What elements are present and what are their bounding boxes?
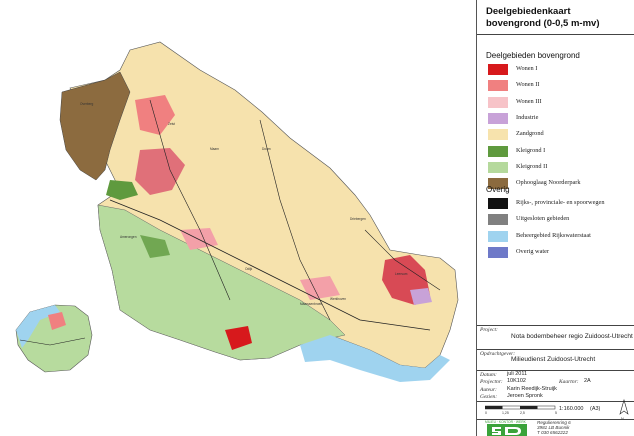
legend-label: Kleigrond II	[516, 162, 548, 170]
title-line-1: Deelgebiedenkaart	[486, 6, 571, 17]
place-label: Doorn	[262, 147, 271, 151]
legend-label: Wonen II	[516, 81, 540, 89]
legend-heading-1: Deelgebieden bovengrond	[486, 51, 580, 60]
divider-scale	[477, 401, 634, 402]
legend-heading-2: Overig	[486, 185, 510, 194]
legend-swatch	[488, 97, 508, 108]
author-value: Karin Reedijk-Struijk	[507, 386, 557, 392]
legend-swatch	[488, 231, 508, 242]
legend-label: Rijks-, provinciale- en spoorwegen	[516, 199, 605, 206]
legend-label: Kleigrond I	[516, 146, 546, 154]
place-label: Amerongen	[120, 235, 137, 239]
project-label: Project:	[480, 327, 498, 333]
legend-label: Wonen III	[516, 97, 542, 105]
place-label: Overberg	[80, 102, 94, 106]
map-number-value: 2A	[584, 378, 591, 384]
legend-label: Zandgrond	[516, 130, 544, 138]
company-logo	[487, 424, 527, 436]
legend-label: Ophooglaag Noorderpark	[516, 179, 581, 187]
map-number-label: Kaartnr:	[559, 379, 579, 385]
client-label: Opdrachtgever:	[480, 351, 516, 357]
place-label: Leersum	[395, 272, 408, 276]
check-label: Gezien:	[480, 394, 498, 400]
scale-bar	[485, 404, 565, 414]
divider-client	[477, 349, 634, 350]
legend-swatch	[488, 198, 508, 209]
place-label: Maarssenbroek	[300, 302, 322, 306]
projectnr-label: Projectnr:	[480, 379, 503, 385]
company-address-1: Regulierenring 6	[537, 420, 571, 425]
title-block	[477, 0, 634, 35]
client-value: Milieudienst Zuidoost-Utrecht	[511, 356, 596, 363]
date-value: juli 2011	[507, 371, 528, 377]
legend-label: Beheergebied Rijkswaterstaat	[516, 231, 591, 239]
company-address-3: T 030 6562222	[537, 430, 568, 435]
place-label: Maarn	[210, 147, 220, 151]
legend-swatch	[488, 162, 508, 173]
check-value: Jeroen Spronk	[507, 393, 543, 399]
divider-project	[477, 325, 634, 326]
paper-size: (A3)	[590, 406, 601, 412]
place-label: Odijk	[245, 267, 253, 271]
legend-label: Wonen I	[516, 65, 538, 72]
legend-swatch	[488, 80, 508, 91]
legend-panel	[477, 0, 634, 436]
place-label: Zeist	[168, 122, 175, 126]
legend-swatch	[488, 214, 508, 225]
author-label: Auteur:	[480, 387, 497, 393]
title-line-2: bovengrond (0-0,5 m-mv)	[486, 18, 600, 29]
scale-tick-label: 2,5	[520, 411, 525, 415]
north-arrow-icon	[617, 398, 631, 418]
company-tagline: MILIEU · KONTOR · WERK	[485, 420, 526, 424]
scale-tick-label: 5	[555, 411, 557, 415]
projectnr-value: 10K102	[507, 378, 526, 384]
legend-label: Industrie	[516, 113, 539, 121]
scale-tick-label: 1,25	[502, 411, 509, 415]
legend-swatch	[488, 64, 508, 75]
legend-label: Uitgesloten gebieden	[516, 215, 570, 223]
divider-meta	[477, 370, 634, 371]
place-label: Driebergen	[350, 217, 366, 221]
legend-swatch	[488, 247, 508, 258]
date-label: Datum:	[480, 372, 497, 378]
place-label: Werkhoven	[330, 297, 347, 301]
company-address-2: 3981 LB Bunnik	[537, 425, 570, 430]
north-label: N	[621, 416, 624, 421]
legend-label: Overig water	[516, 247, 550, 255]
project-value: Nota bodembeheer regio Zuidoost-Utrecht	[511, 333, 633, 340]
legend-swatch	[488, 129, 508, 140]
scale-value: 1:160.000	[559, 406, 584, 412]
legend-swatch	[488, 146, 508, 157]
scale-tick-label: 0	[485, 411, 487, 415]
legend-swatch	[488, 113, 508, 124]
